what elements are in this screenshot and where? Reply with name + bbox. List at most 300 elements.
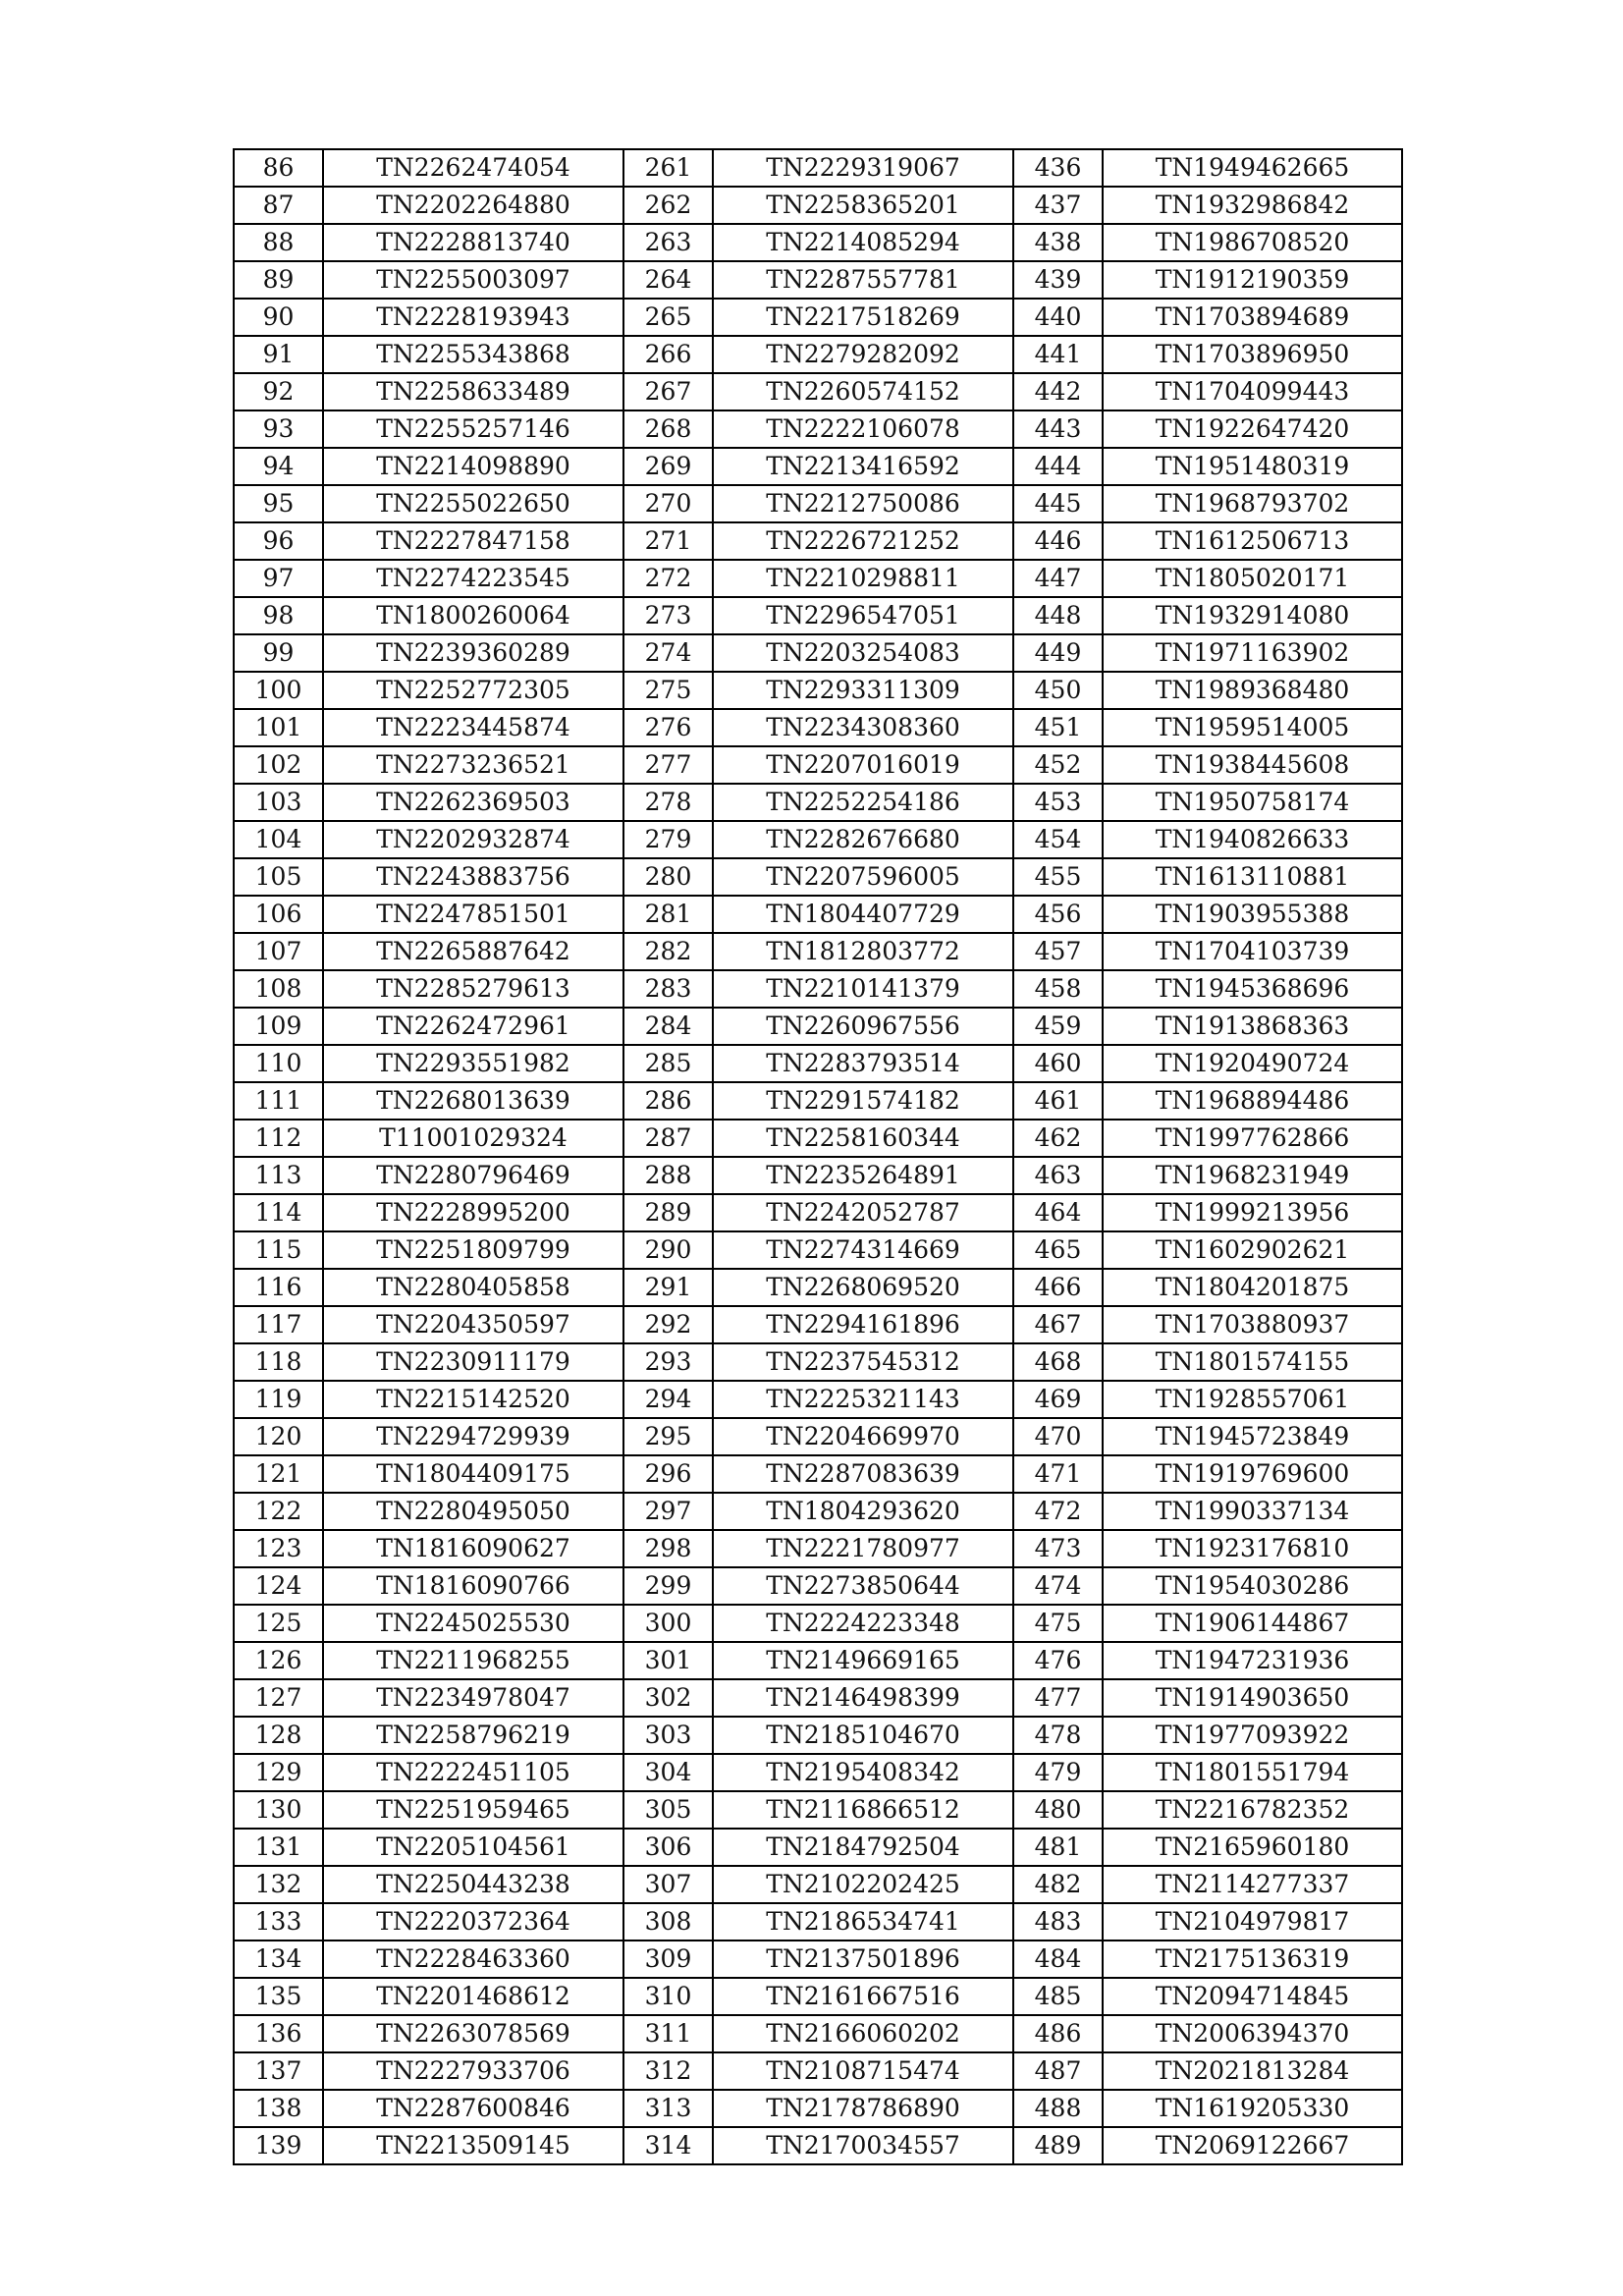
index-cell: 440 (1013, 299, 1103, 336)
index-cell: 121 (234, 1455, 323, 1493)
code-cell: TN1951480319 (1103, 448, 1402, 485)
code-cell: TN1913868363 (1103, 1008, 1402, 1045)
index-cell: 285 (623, 1045, 713, 1082)
index-cell: 124 (234, 1567, 323, 1605)
table-row (234, 1194, 1402, 1231)
table-row (234, 1120, 1402, 1157)
index-cell: 461 (1013, 1082, 1103, 1120)
code-cell: TN2094714845 (1103, 1978, 1402, 2015)
code-cell: TN1804407729 (713, 896, 1013, 933)
code-cell: TN1990337134 (1103, 1493, 1402, 1530)
table-row (234, 2127, 1402, 2164)
code-cell: TN1816090627 (323, 1530, 623, 1567)
code-cell: TN2268013639 (323, 1082, 623, 1120)
table-row (234, 261, 1402, 299)
code-cell: TN2205104561 (323, 1829, 623, 1866)
index-cell: 271 (623, 522, 713, 560)
index-cell: 486 (1013, 2015, 1103, 2052)
code-cell: TN2213416592 (713, 448, 1013, 485)
index-cell: 115 (234, 1231, 323, 1269)
code-cell: TN2184792504 (713, 1829, 1013, 1866)
index-cell: 298 (623, 1530, 713, 1567)
index-cell: 488 (1013, 2090, 1103, 2127)
table-row (234, 597, 1402, 634)
table-row (234, 933, 1402, 970)
code-cell: TN1997762866 (1103, 1120, 1402, 1157)
index-cell: 292 (623, 1306, 713, 1343)
index-cell: 443 (1013, 410, 1103, 448)
index-cell: 286 (623, 1082, 713, 1120)
code-cell: TN2234308360 (713, 709, 1013, 746)
code-cell: TN2242052787 (713, 1194, 1013, 1231)
code-cell: TN2285279613 (323, 970, 623, 1008)
index-cell: 471 (1013, 1455, 1103, 1493)
code-cell: TN2234978047 (323, 1679, 623, 1717)
table-row (234, 1567, 1402, 1605)
code-cell: TN1703896950 (1103, 336, 1402, 373)
code-cell: TN1986708520 (1103, 224, 1402, 261)
code-cell: TN2251959465 (323, 1791, 623, 1829)
index-cell: 436 (1013, 149, 1103, 187)
code-cell: TN2222106078 (713, 410, 1013, 448)
code-cell: TN2282676680 (713, 821, 1013, 858)
index-cell: 99 (234, 634, 323, 672)
code-cell: TN1800260064 (323, 597, 623, 634)
code-cell: TN2222451105 (323, 1754, 623, 1791)
index-cell: 103 (234, 784, 323, 821)
index-cell: 109 (234, 1008, 323, 1045)
code-cell: TN2104979817 (1103, 1903, 1402, 1941)
code-cell: TN2294161896 (713, 1306, 1013, 1343)
code-cell: TN2255343868 (323, 336, 623, 373)
code-cell: TN2228193943 (323, 299, 623, 336)
index-cell: 311 (623, 2015, 713, 2052)
table-row (234, 1530, 1402, 1567)
index-cell: 293 (623, 1343, 713, 1381)
code-cell: TN1816090766 (323, 1567, 623, 1605)
index-cell: 138 (234, 2090, 323, 2127)
index-cell: 97 (234, 560, 323, 597)
index-cell: 282 (623, 933, 713, 970)
index-cell: 439 (1013, 261, 1103, 299)
data-table (233, 148, 1403, 2165)
code-cell: TN2255003097 (323, 261, 623, 299)
index-cell: 456 (1013, 896, 1103, 933)
index-cell: 451 (1013, 709, 1103, 746)
index-cell: 89 (234, 261, 323, 299)
index-cell: 283 (623, 970, 713, 1008)
index-cell: 476 (1013, 1642, 1103, 1679)
code-cell: TN1945368696 (1103, 970, 1402, 1008)
index-cell: 116 (234, 1269, 323, 1306)
index-cell: 118 (234, 1343, 323, 1381)
index-cell: 312 (623, 2052, 713, 2090)
code-cell: TN2102202425 (713, 1866, 1013, 1903)
code-cell: TN2273236521 (323, 746, 623, 784)
code-cell: TN2258633489 (323, 373, 623, 410)
table-row (234, 485, 1402, 522)
table-row (234, 522, 1402, 560)
table-row (234, 1605, 1402, 1642)
index-cell: 290 (623, 1231, 713, 1269)
index-cell: 125 (234, 1605, 323, 1642)
code-cell: TN1945723849 (1103, 1418, 1402, 1455)
code-cell: TN2220372364 (323, 1903, 623, 1941)
code-cell: TN2293311309 (713, 672, 1013, 709)
code-cell: TN1954030286 (1103, 1567, 1402, 1605)
table-row (234, 448, 1402, 485)
code-cell: TN1922647420 (1103, 410, 1402, 448)
index-cell: 128 (234, 1717, 323, 1754)
index-cell: 132 (234, 1866, 323, 1903)
code-cell: TN1914903650 (1103, 1679, 1402, 1717)
code-cell: TN2224223348 (713, 1605, 1013, 1642)
index-cell: 262 (623, 187, 713, 224)
code-cell: TN2185104670 (713, 1717, 1013, 1754)
index-cell: 458 (1013, 970, 1103, 1008)
index-cell: 445 (1013, 485, 1103, 522)
index-cell: 478 (1013, 1717, 1103, 1754)
index-cell: 483 (1013, 1903, 1103, 1941)
table-row (234, 2052, 1402, 2090)
code-cell: TN1703894689 (1103, 299, 1402, 336)
index-cell: 314 (623, 2127, 713, 2164)
code-cell: TN2210141379 (713, 970, 1013, 1008)
code-cell: TN2214098890 (323, 448, 623, 485)
code-cell: TN2202932874 (323, 821, 623, 858)
index-cell: 266 (623, 336, 713, 373)
index-cell: 482 (1013, 1866, 1103, 1903)
code-cell: T11001029324 (323, 1120, 623, 1157)
code-cell: TN2274223545 (323, 560, 623, 597)
table-row (234, 1829, 1402, 1866)
index-cell: 277 (623, 746, 713, 784)
index-cell: 269 (623, 448, 713, 485)
code-cell: TN2216782352 (1103, 1791, 1402, 1829)
table-row (234, 1343, 1402, 1381)
index-cell: 267 (623, 373, 713, 410)
table-row (234, 1717, 1402, 1754)
table-row (234, 1418, 1402, 1455)
code-cell: TN2251809799 (323, 1231, 623, 1269)
code-cell: TN2279282092 (713, 336, 1013, 373)
index-cell: 309 (623, 1941, 713, 1978)
table-row (234, 1231, 1402, 1269)
code-cell: TN1977093922 (1103, 1717, 1402, 1754)
index-cell: 112 (234, 1120, 323, 1157)
index-cell: 91 (234, 336, 323, 373)
code-cell: TN2280405858 (323, 1269, 623, 1306)
code-cell: TN2146498399 (713, 1679, 1013, 1717)
code-cell: TN2291574182 (713, 1082, 1013, 1120)
index-cell: 119 (234, 1381, 323, 1418)
table-row (234, 224, 1402, 261)
index-cell: 307 (623, 1866, 713, 1903)
index-cell: 437 (1013, 187, 1103, 224)
code-cell: TN2217518269 (713, 299, 1013, 336)
index-cell: 110 (234, 1045, 323, 1082)
code-cell: TN2228813740 (323, 224, 623, 261)
index-cell: 278 (623, 784, 713, 821)
index-cell: 453 (1013, 784, 1103, 821)
table-row (234, 1008, 1402, 1045)
code-cell: TN1919769600 (1103, 1455, 1402, 1493)
code-cell: TN2262472961 (323, 1008, 623, 1045)
index-cell: 460 (1013, 1045, 1103, 1082)
code-cell: TN1703880937 (1103, 1306, 1402, 1343)
code-cell: TN1968231949 (1103, 1157, 1402, 1194)
code-cell: TN2274314669 (713, 1231, 1013, 1269)
code-cell: TN2223445874 (323, 709, 623, 746)
index-cell: 284 (623, 1008, 713, 1045)
code-cell: TN2294729939 (323, 1418, 623, 1455)
code-cell: TN2260574152 (713, 373, 1013, 410)
index-cell: 442 (1013, 373, 1103, 410)
code-cell: TN2186534741 (713, 1903, 1013, 1941)
code-cell: TN2166060202 (713, 2015, 1013, 2052)
code-cell: TN2212750086 (713, 485, 1013, 522)
table-body (234, 149, 1402, 2164)
table-row (234, 1903, 1402, 1941)
code-cell: TN2202264880 (323, 187, 623, 224)
index-cell: 473 (1013, 1530, 1103, 1567)
code-cell: TN2069122667 (1103, 2127, 1402, 2164)
index-cell: 288 (623, 1157, 713, 1194)
code-cell: TN1906144867 (1103, 1605, 1402, 1642)
code-cell: TN2207596005 (713, 858, 1013, 896)
index-cell: 300 (623, 1605, 713, 1642)
code-cell: TN2006394370 (1103, 2015, 1402, 2052)
code-cell: TN2280495050 (323, 1493, 623, 1530)
index-cell: 126 (234, 1642, 323, 1679)
table-row (234, 1754, 1402, 1791)
index-cell: 480 (1013, 1791, 1103, 1829)
index-cell: 101 (234, 709, 323, 746)
code-cell: TN2262474054 (323, 149, 623, 187)
code-cell: TN2175136319 (1103, 1941, 1402, 1978)
index-cell: 98 (234, 597, 323, 634)
index-cell: 489 (1013, 2127, 1103, 2164)
index-cell: 303 (623, 1717, 713, 1754)
code-cell: TN2258160344 (713, 1120, 1013, 1157)
code-cell: TN2258796219 (323, 1717, 623, 1754)
index-cell: 310 (623, 1978, 713, 2015)
index-cell: 275 (623, 672, 713, 709)
table-row (234, 1306, 1402, 1343)
code-cell: TN2245025530 (323, 1605, 623, 1642)
index-cell: 485 (1013, 1978, 1103, 2015)
index-cell: 86 (234, 149, 323, 187)
code-cell: TN1968793702 (1103, 485, 1402, 522)
index-cell: 457 (1013, 933, 1103, 970)
index-cell: 90 (234, 299, 323, 336)
code-cell: TN2252254186 (713, 784, 1013, 821)
index-cell: 108 (234, 970, 323, 1008)
code-cell: TN1959514005 (1103, 709, 1402, 746)
index-cell: 137 (234, 2052, 323, 2090)
code-cell: TN2229319067 (713, 149, 1013, 187)
index-cell: 279 (623, 821, 713, 858)
index-cell: 274 (623, 634, 713, 672)
index-cell: 474 (1013, 1567, 1103, 1605)
index-cell: 475 (1013, 1605, 1103, 1642)
index-cell: 449 (1013, 634, 1103, 672)
index-cell: 268 (623, 410, 713, 448)
index-cell: 94 (234, 448, 323, 485)
index-cell: 295 (623, 1418, 713, 1455)
code-cell: TN1923176810 (1103, 1530, 1402, 1567)
index-cell: 484 (1013, 1941, 1103, 1978)
index-cell: 106 (234, 896, 323, 933)
index-cell: 299 (623, 1567, 713, 1605)
index-cell: 120 (234, 1418, 323, 1455)
index-cell: 123 (234, 1530, 323, 1567)
code-cell: TN2204669970 (713, 1418, 1013, 1455)
code-cell: TN2225321143 (713, 1381, 1013, 1418)
code-cell: TN1612506713 (1103, 522, 1402, 560)
code-cell: TN2255257146 (323, 410, 623, 448)
index-cell: 100 (234, 672, 323, 709)
code-cell: TN2296547051 (713, 597, 1013, 634)
index-cell: 96 (234, 522, 323, 560)
code-cell: TN2161667516 (713, 1978, 1013, 2015)
code-cell: TN2178786890 (713, 2090, 1013, 2127)
code-cell: TN2213509145 (323, 2127, 623, 2164)
index-cell: 301 (623, 1642, 713, 1679)
index-cell: 113 (234, 1157, 323, 1194)
index-cell: 306 (623, 1829, 713, 1866)
index-cell: 465 (1013, 1231, 1103, 1269)
table-row (234, 1381, 1402, 1418)
code-cell: TN2227847158 (323, 522, 623, 560)
code-cell: TN2214085294 (713, 224, 1013, 261)
code-cell: TN2228995200 (323, 1194, 623, 1231)
index-cell: 287 (623, 1120, 713, 1157)
table-row (234, 2090, 1402, 2127)
code-cell: TN2116866512 (713, 1791, 1013, 1829)
index-cell: 296 (623, 1455, 713, 1493)
index-cell: 88 (234, 224, 323, 261)
code-cell: TN2137501896 (713, 1941, 1013, 1978)
index-cell: 477 (1013, 1679, 1103, 1717)
index-cell: 117 (234, 1306, 323, 1343)
code-cell: TN1619205330 (1103, 2090, 1402, 2127)
table-row (234, 1642, 1402, 1679)
code-cell: TN2287083639 (713, 1455, 1013, 1493)
code-cell: TN1938445608 (1103, 746, 1402, 784)
code-cell: TN1704103739 (1103, 933, 1402, 970)
index-cell: 87 (234, 187, 323, 224)
table-row (234, 1941, 1402, 1978)
index-cell: 127 (234, 1679, 323, 1717)
code-cell: TN2265887642 (323, 933, 623, 970)
index-cell: 276 (623, 709, 713, 746)
code-cell: TN2228463360 (323, 1941, 623, 1978)
index-cell: 454 (1013, 821, 1103, 858)
index-cell: 462 (1013, 1120, 1103, 1157)
index-cell: 133 (234, 1903, 323, 1941)
code-cell: TN2235264891 (713, 1157, 1013, 1194)
table-row (234, 1157, 1402, 1194)
code-cell: TN2247851501 (323, 896, 623, 933)
index-cell: 281 (623, 896, 713, 933)
code-cell: TN2260967556 (713, 1008, 1013, 1045)
table-row (234, 336, 1402, 373)
index-cell: 305 (623, 1791, 713, 1829)
index-cell: 114 (234, 1194, 323, 1231)
table-row (234, 1679, 1402, 1717)
code-cell: TN2230911179 (323, 1343, 623, 1381)
code-cell: TN2165960180 (1103, 1829, 1402, 1866)
code-cell: TN2262369503 (323, 784, 623, 821)
code-cell: TN2170034557 (713, 2127, 1013, 2164)
code-cell: TN1940826633 (1103, 821, 1402, 858)
index-cell: 444 (1013, 448, 1103, 485)
code-cell: TN2239360289 (323, 634, 623, 672)
table-row (234, 1493, 1402, 1530)
index-cell: 135 (234, 1978, 323, 2015)
code-cell: TN2226721252 (713, 522, 1013, 560)
code-cell: TN1968894486 (1103, 1082, 1402, 1120)
code-cell: TN1613110881 (1103, 858, 1402, 896)
index-cell: 438 (1013, 224, 1103, 261)
table-row (234, 1791, 1402, 1829)
index-cell: 468 (1013, 1343, 1103, 1381)
index-cell: 122 (234, 1493, 323, 1530)
table-row (234, 2015, 1402, 2052)
code-cell: TN2149669165 (713, 1642, 1013, 1679)
code-cell: TN1999213956 (1103, 1194, 1402, 1231)
index-cell: 472 (1013, 1493, 1103, 1530)
table-row (234, 187, 1402, 224)
code-cell: TN1801551794 (1103, 1754, 1402, 1791)
index-cell: 479 (1013, 1754, 1103, 1791)
index-cell: 308 (623, 1903, 713, 1941)
table-row (234, 634, 1402, 672)
index-cell: 466 (1013, 1269, 1103, 1306)
code-cell: TN1804201875 (1103, 1269, 1402, 1306)
index-cell: 467 (1013, 1306, 1103, 1343)
code-cell: TN2108715474 (713, 2052, 1013, 2090)
index-cell: 92 (234, 373, 323, 410)
code-cell: TN2221780977 (713, 1530, 1013, 1567)
index-cell: 280 (623, 858, 713, 896)
table-row (234, 746, 1402, 784)
index-cell: 139 (234, 2127, 323, 2164)
index-cell: 270 (623, 485, 713, 522)
index-cell: 136 (234, 2015, 323, 2052)
code-cell: TN1903955388 (1103, 896, 1402, 933)
index-cell: 297 (623, 1493, 713, 1530)
index-cell: 264 (623, 261, 713, 299)
index-cell: 129 (234, 1754, 323, 1791)
index-cell: 289 (623, 1194, 713, 1231)
table-row (234, 149, 1402, 187)
code-cell: TN1920490724 (1103, 1045, 1402, 1082)
code-cell: TN2287557781 (713, 261, 1013, 299)
index-cell: 470 (1013, 1418, 1103, 1455)
index-cell: 455 (1013, 858, 1103, 896)
code-cell: TN2021813284 (1103, 2052, 1402, 2090)
code-cell: TN2280796469 (323, 1157, 623, 1194)
code-cell: TN2252772305 (323, 672, 623, 709)
index-cell: 448 (1013, 597, 1103, 634)
index-cell: 111 (234, 1082, 323, 1120)
index-cell: 261 (623, 149, 713, 187)
code-cell: TN2255022650 (323, 485, 623, 522)
index-cell: 459 (1013, 1008, 1103, 1045)
index-cell: 263 (623, 224, 713, 261)
